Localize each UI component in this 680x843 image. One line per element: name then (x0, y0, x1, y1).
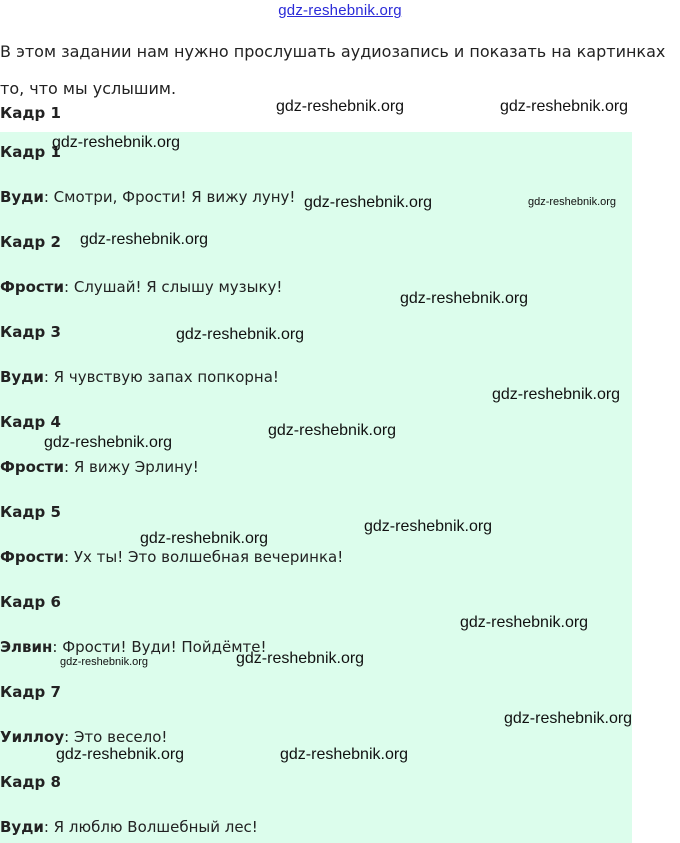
row-label: Вуди (0, 818, 44, 836)
watermark: gdz-reshebnik.org (400, 290, 529, 307)
row-label: Кадр 7 (0, 683, 61, 701)
row-label: Вуди (0, 368, 44, 386)
watermark: gdz-reshebnik.org (236, 650, 365, 667)
watermark: gdz-reshebnik.org (528, 196, 617, 208)
row-label: Уиллоу (0, 728, 65, 746)
transcript-row (0, 186, 295, 208)
watermark: gdz-reshebnik.org (280, 746, 409, 763)
row-text: : Слушай! Я слышу музыку! (64, 278, 283, 296)
row-text: : Я люблю Волшебный лес! (43, 818, 258, 836)
watermark: gdz-reshebnik.org (176, 326, 305, 343)
watermark: gdz-reshebnik.org (52, 134, 181, 151)
watermark: gdz-reshebnik.org (276, 98, 405, 115)
transcript-row (0, 591, 61, 613)
row-text: : Смотри, Фрости! Я вижу луну! (43, 188, 296, 206)
watermark: gdz-reshebnik.org (80, 231, 209, 248)
row-label: Фрости (0, 548, 65, 566)
transcript-row (0, 546, 343, 568)
watermark: gdz-reshebnik.org (304, 194, 433, 211)
watermark: gdz-reshebnik.org (500, 98, 629, 115)
watermark: gdz-reshebnik.org (44, 434, 173, 451)
transcript-row (0, 456, 199, 478)
transcript-row (0, 726, 167, 748)
watermark: gdz-reshebnik.org (504, 710, 633, 727)
site-header-link[interactable]: gdz-reshebnik.org (278, 2, 402, 19)
transcript-row (0, 411, 61, 433)
watermark: gdz-reshebnik.org (492, 386, 621, 403)
row-label: Фрости (0, 458, 65, 476)
row-text: : Это весело! (64, 728, 168, 746)
transcript-row (0, 771, 61, 793)
row-label: Вуди (0, 188, 44, 206)
transcript-row (0, 231, 61, 253)
transcript-row (0, 276, 282, 298)
transcript-row (0, 681, 61, 703)
row-text: : Ух ты! Это волшебная вечеринка! (64, 548, 344, 566)
row-label: Кадр 5 (0, 503, 61, 521)
watermark: gdz-reshebnik.org (140, 530, 269, 547)
transcript-row (0, 321, 61, 343)
watermark: gdz-reshebnik.org (268, 422, 397, 439)
row-text: : Я чувствую запах попкорна! (43, 368, 279, 386)
row-label: Элвин (0, 638, 53, 656)
row-label: Кадр 3 (0, 323, 61, 341)
transcript-row (0, 636, 267, 658)
watermark: gdz-reshebnik.org (60, 656, 149, 668)
row-label: Кадр 8 (0, 773, 61, 791)
row-label: Кадр 1 (0, 143, 61, 161)
row-text: : Фрости! Вуди! Пойдёмте! (52, 638, 267, 656)
transcript-row (0, 366, 279, 388)
intro-paragraph: В этом задании нам нужно прослушать аудиозапись и показать на картинках то, что мы услышим. (0, 42, 666, 98)
watermark: gdz-reshebnik.org (460, 614, 589, 631)
watermark: gdz-reshebnik.org (56, 746, 185, 763)
frame-title: Кадр 1 (0, 104, 61, 122)
watermark: gdz-reshebnik.org (364, 518, 493, 535)
row-text: : Я вижу Эрлину! (64, 458, 199, 476)
row-label: Кадр 4 (0, 413, 61, 431)
row-label: Кадр 2 (0, 233, 61, 251)
transcript-row (0, 501, 61, 523)
transcript-row (0, 816, 258, 838)
row-label: Кадр 6 (0, 593, 61, 611)
row-label: Фрости (0, 278, 65, 296)
